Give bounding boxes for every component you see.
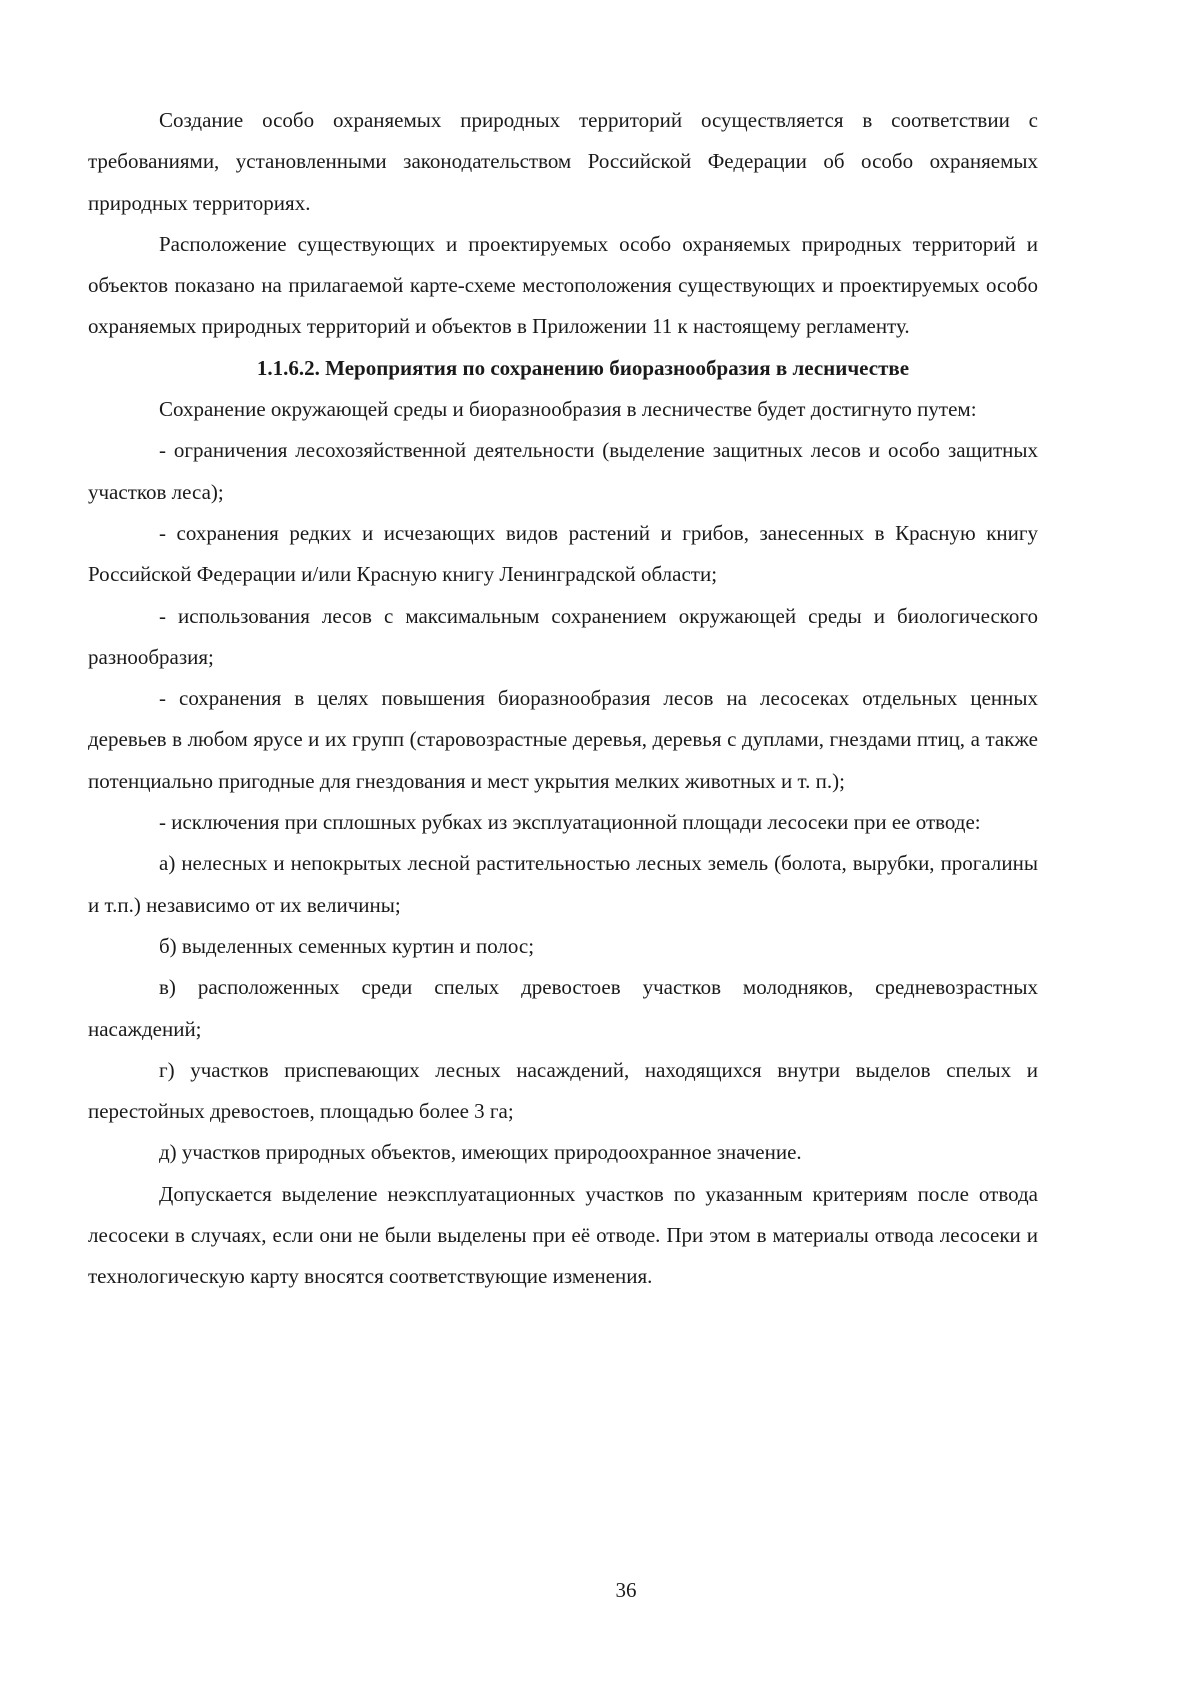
page-number: 36 <box>615 1578 637 1602</box>
paragraph: Сохранение окружающей среды и биоразнообразия в лесничестве будет достигнуто путем: <box>159 397 977 422</box>
paragraph: Создание особо охраняемых природных территорий осуществляется в соответствии с требованиями, установленными законодательством Российской Федерации об особо охраняемых природных территориях. <box>88 108 1038 215</box>
document-page <box>88 100 1038 1298</box>
paragraph: Расположение существующих и проектируемых особо охраняемых природных территорий и объектов показано на прилагаемой карте-схеме местоположения существующих и проектируемых особо охраняемых природных территорий и объектов в Приложении 11 к настоящему регламенту. <box>88 231 1038 339</box>
list-item: - сохранения редких и исчезающих видов растений и грибов, занесенных в Красную книгу Российской Федерации и/или Красную книгу Ленинградской области; <box>88 520 1038 587</box>
sub-item: в) расположенных среди спелых древостоев участков молодняков, средневозрастных насаждений; <box>88 975 1038 1041</box>
list-item: - ограничения лесохозяйственной деятельности (выделение защитных лесов и особо защитных участков леса); <box>88 438 1038 504</box>
sub-item: б) выделенных семенных куртин и полос; <box>159 933 535 958</box>
list-item: - использования лесов с максимальным сохранением окружающей среды и биологического разнообразия; <box>88 603 1038 669</box>
sub-item: д) участков природных объектов, имеющих природоохранное значение. <box>159 1140 802 1165</box>
list-item: - сохранения в целях повышения биоразнообразия лесов на лесосеках отдельных ценных деревьев в любом ярусе и их групп (старовозрастные деревья, деревья с дуплами, гнездами птиц, а также потенциально пригодные для гнездования и мест укрытия мелких животных и т. п.); <box>88 686 1038 793</box>
sub-item: г) участков приспевающих лесных насаждений, находящихся внутри выделов спелых и перестойных древостоев, площадью более 3 га; <box>88 1057 1038 1124</box>
sub-item: а) нелесных и непокрытых лесной растительностью лесных земель (болота, вырубки, прогалины и т.п.) независимо от их величины; <box>88 851 1038 917</box>
section-heading: 1.1.6.2. Мероприятия по сохранению биоразнообразия в лесничестве <box>256 355 910 380</box>
paragraph: Допускается выделение неэксплуатационных участков по указанным критериям после отвода лесосеки в случаях, если они не были выделены при её отводе. При этом в материалы отвода лесосеки и технологическую карту вносятся соответствующие изменения. <box>88 1181 1038 1289</box>
list-item: - исключения при сплошных рубках из эксплуатационной площади лесосеки при ее отводе: <box>159 810 981 835</box>
